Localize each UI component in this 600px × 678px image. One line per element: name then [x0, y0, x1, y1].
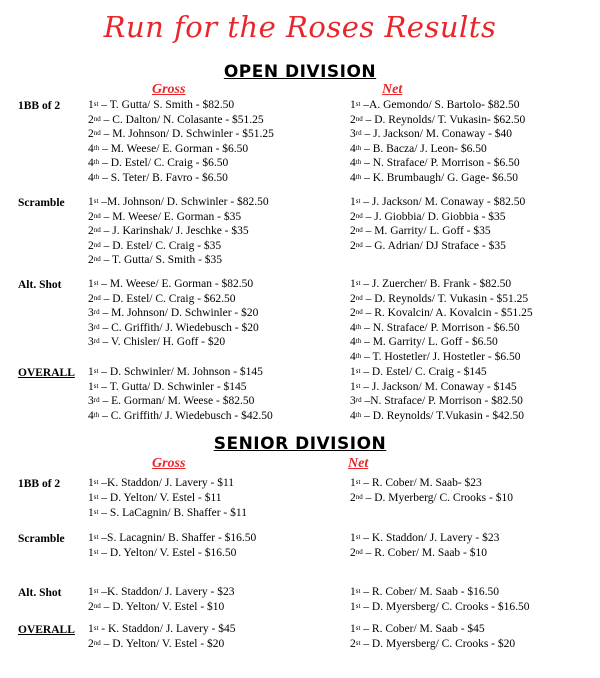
- open-net-entry: [350, 98, 520, 112]
- open-gross-entry: [88, 306, 258, 320]
- result-text: – D. Estel/ C. Craig - $145: [360, 366, 487, 378]
- senior-net-entry: [350, 637, 515, 651]
- place-number: 2: [88, 292, 94, 305]
- result-text: – T. Hostetler/ J. Hostetler - $6.50: [361, 350, 521, 363]
- senior-net-entry: [350, 531, 499, 545]
- place-suffix: th: [355, 158, 362, 166]
- open-net-entry: [350, 224, 491, 238]
- result-text: – J. Jackson/ M. Conaway - $82.50: [360, 196, 526, 208]
- place-suffix: nd: [93, 293, 101, 302]
- place-number: 1: [88, 547, 94, 559]
- open-net-entry: [350, 277, 511, 291]
- open-gross-heading: Gross: [152, 82, 186, 97]
- open-net-entry: [350, 380, 517, 394]
- senior-net-entry: [350, 622, 485, 636]
- open-gross-entry: [88, 253, 222, 267]
- place-number: 2: [88, 638, 94, 650]
- result-text: – D. Estel/ C. Craig - $6.50: [99, 157, 229, 169]
- place-number: 1: [350, 196, 356, 208]
- place-suffix: nd: [93, 639, 101, 647]
- place-suffix: st: [355, 381, 361, 390]
- place-number: 2: [88, 225, 94, 237]
- place-suffix: th: [355, 172, 362, 181]
- place-suffix: th: [355, 322, 362, 331]
- place-number: 1: [350, 623, 356, 635]
- senior-gross-entry: [88, 531, 256, 545]
- place-number: 3: [88, 307, 94, 319]
- senior-gross-entry: [88, 476, 234, 490]
- open-net-entry: [350, 239, 506, 253]
- open-gross-entry: [88, 156, 228, 170]
- result-text: – D. Myerberg/ C. Crooks - $10: [362, 492, 513, 504]
- senior-division-heading: SENIOR DIVISION: [213, 434, 387, 454]
- open-gross-entry: [88, 171, 228, 185]
- place-suffix: st: [355, 639, 361, 647]
- place-number: 1: [88, 492, 94, 504]
- place-number: 2: [350, 225, 356, 237]
- place-suffix: st: [355, 279, 361, 287]
- place-number: 2: [88, 113, 94, 126]
- place-number: 3: [88, 321, 94, 334]
- place-suffix: nd: [93, 129, 101, 137]
- place-suffix: st: [93, 197, 99, 205]
- place-number: 2: [350, 239, 356, 252]
- place-suffix: rd: [93, 337, 100, 345]
- open-gross-entry: [88, 113, 264, 127]
- open-gross-entry: [88, 380, 247, 394]
- place-suffix: st: [93, 508, 99, 516]
- place-suffix: th: [93, 143, 100, 152]
- place-number: 1: [88, 196, 94, 208]
- open-net-heading: Net: [382, 82, 403, 97]
- place-number: 4: [88, 171, 94, 184]
- place-number: 2: [88, 239, 94, 252]
- result-text: – R. Cober/ M. Saab- $23: [360, 477, 482, 489]
- open-net-entry: [350, 292, 528, 306]
- open-net-entry: [350, 113, 525, 127]
- open-net-entry: [350, 350, 520, 364]
- place-number: 1: [88, 99, 94, 111]
- place-suffix: nd: [355, 493, 363, 501]
- result-text: – K. Staddon/ J. Lavery - $23: [360, 532, 500, 544]
- result-text: – M. Garrity/ L. Goff - $35: [362, 225, 491, 237]
- place-number: 1: [350, 366, 356, 378]
- result-text: – C. Griffith/ J. Wiedebusch - $42.50: [99, 409, 273, 422]
- senior-gross-entry: [88, 622, 235, 636]
- senior-section-label: 1BB of 2: [18, 478, 61, 490]
- place-number: 3: [350, 128, 356, 140]
- result-text: – C. Dalton/ N. Colasante - $51.25: [100, 113, 264, 126]
- place-number: 1: [350, 586, 356, 598]
- result-text: – G. Adrian/ DJ Straface - $35: [362, 239, 506, 252]
- page-title: Run for the Roses Results: [103, 10, 497, 44]
- open-net-entry: [350, 210, 506, 224]
- open-net-entry: [350, 321, 520, 335]
- place-suffix: rd: [93, 396, 100, 404]
- open-section-label: Alt. Shot: [18, 279, 62, 291]
- open-net-entry: [350, 127, 512, 141]
- place-suffix: rd: [93, 308, 100, 316]
- place-number: 4: [350, 157, 356, 169]
- place-number: 1: [350, 477, 356, 489]
- senior-net-entry: [350, 585, 499, 599]
- open-gross-entry: [88, 321, 259, 335]
- result-text: – D. Yelton/ V. Estel - $20: [100, 638, 225, 650]
- place-number: 4: [88, 142, 94, 155]
- result-text: – D. Yelton/ V. Estel - $10: [100, 601, 225, 613]
- place-suffix: st: [93, 624, 99, 632]
- open-net-entry: [350, 171, 518, 185]
- result-text: – C. Griffith/ J. Wiedebusch - $20: [99, 321, 259, 334]
- place-number: 1: [88, 366, 94, 378]
- senior-gross-entry: [88, 585, 235, 599]
- result-text: – T. Gutta/ S. Smith - $82.50: [98, 99, 235, 111]
- result-text: – R. Kovalcin/ A. Kovalcin - $51.25: [362, 307, 533, 319]
- open-gross-entry: [88, 409, 273, 423]
- place-number: 1: [350, 99, 356, 111]
- result-text: – V. Chisler/ H. Goff - $20: [99, 336, 226, 348]
- result-text: – J. Karinshak/ J. Jeschke - $35: [100, 225, 249, 237]
- place-number: 3: [88, 336, 94, 348]
- place-number: 3: [88, 395, 94, 407]
- result-text: - K. Staddon/ J. Lavery - $45: [98, 623, 236, 635]
- place-suffix: st: [93, 478, 99, 486]
- place-suffix: nd: [355, 308, 363, 316]
- open-net-entry: [350, 365, 487, 379]
- place-number: 2: [88, 601, 94, 613]
- result-text: – T. Gutta/ S. Smith - $35: [100, 254, 223, 266]
- place-number: 1: [88, 623, 94, 635]
- place-number: 4: [350, 409, 356, 422]
- open-gross-entry: [88, 292, 236, 306]
- place-number: 2: [350, 547, 356, 559]
- result-text: – R. Cober/ M. Saab - $16.50: [360, 586, 500, 598]
- place-suffix: nd: [355, 240, 363, 249]
- senior-section-label: Alt. Shot: [18, 587, 62, 599]
- open-gross-entry: [88, 195, 269, 209]
- open-net-entry: [350, 306, 533, 320]
- place-number: 3: [350, 395, 356, 407]
- result-text: –K. Staddon/ J. Lavery - $11: [98, 477, 235, 489]
- place-suffix: st: [355, 587, 361, 595]
- result-text: – N. Straface/ P. Morrison - $6.50: [361, 157, 520, 169]
- result-text: – M. Johnson/ D. Schwinler - $20: [99, 307, 259, 319]
- open-net-entry: [350, 142, 487, 156]
- place-number: 1: [88, 507, 94, 519]
- place-number: 4: [350, 171, 356, 184]
- senior-net-heading: Net: [348, 456, 369, 471]
- result-text: –M. Johnson/ D. Schwinler - $82.50: [98, 196, 269, 208]
- result-text: – D. Myersberg/ C. Crooks - $20: [360, 638, 516, 650]
- place-number: 2: [350, 210, 356, 223]
- result-text: – M. Johnson/ D. Schwinler - $51.25: [100, 128, 274, 140]
- result-text: – J. Giobbia/ D. Giobbia - $35: [362, 210, 506, 223]
- place-suffix: st: [93, 279, 99, 287]
- senior-net-entry: [350, 600, 530, 614]
- open-gross-entry: [88, 394, 254, 408]
- result-text: –S. Lacagnin/ B. Shaffer - $16.50: [98, 532, 257, 544]
- place-suffix: th: [355, 143, 362, 152]
- result-text: – S. LaCagnin/ B. Shaffer - $11: [98, 507, 247, 519]
- place-suffix: nd: [355, 293, 363, 302]
- place-suffix: st: [93, 533, 99, 541]
- open-gross-entry: [88, 365, 263, 379]
- result-text: –A. Gemondo/ S. Bartolo- $82.50: [360, 99, 520, 111]
- result-text: – J. Zuercher/ B. Frank - $82.50: [360, 278, 512, 290]
- open-net-entry: [350, 195, 525, 209]
- open-gross-entry: [88, 142, 248, 156]
- place-suffix: rd: [355, 129, 362, 137]
- place-suffix: st: [93, 367, 99, 375]
- result-text: – D. Myersberg/ C. Crooks - $16.50: [360, 601, 530, 613]
- place-suffix: st: [355, 478, 361, 486]
- place-number: 1: [350, 601, 356, 613]
- result-text: – D. Yelton/ V. Estel - $16.50: [98, 547, 237, 559]
- result-text: – D. Reynolds/ T. Vukasin- $62.50: [362, 113, 526, 126]
- result-text: – J. Jackson/ M. Conaway - $40: [361, 128, 513, 140]
- place-number: 2: [350, 307, 356, 319]
- open-gross-entry: [88, 210, 241, 224]
- place-number: 4: [88, 409, 94, 422]
- open-net-entry: [350, 156, 520, 170]
- place-number: 1: [88, 532, 94, 544]
- place-number: 2: [350, 492, 356, 504]
- open-gross-entry: [88, 335, 225, 349]
- place-suffix: nd: [355, 226, 363, 234]
- place-number: 1: [88, 278, 94, 290]
- place-number: 1: [88, 586, 94, 598]
- result-text: – T. Gutta/ D. Schwinler - $145: [98, 380, 247, 393]
- place-suffix: st: [93, 548, 99, 556]
- place-number: 1: [88, 477, 94, 489]
- place-number: 2: [350, 113, 356, 126]
- result-text: – R. Cober/ M. Saab - $45: [360, 623, 485, 635]
- place-number: 1: [350, 380, 356, 393]
- open-section-label: OVERALL: [18, 367, 75, 379]
- senior-net-entry: [350, 491, 513, 505]
- result-text: – M. Garrity/ L. Goff - $6.50: [361, 336, 498, 348]
- result-text: –K. Staddon/ J. Lavery - $23: [98, 586, 235, 598]
- place-suffix: st: [355, 367, 361, 375]
- place-suffix: th: [355, 351, 362, 360]
- place-suffix: nd: [355, 114, 363, 123]
- place-suffix: st: [355, 197, 361, 205]
- result-text: – E. Gorman/ M. Weese - $82.50: [99, 395, 255, 407]
- place-number: 2: [88, 128, 94, 140]
- open-gross-entry: [88, 277, 253, 291]
- place-suffix: st: [93, 493, 99, 501]
- open-gross-entry: [88, 224, 249, 238]
- senior-net-entry: [350, 476, 482, 490]
- place-suffix: st: [355, 533, 361, 541]
- senior-gross-entry: [88, 506, 247, 520]
- senior-gross-entry: [88, 546, 236, 560]
- open-gross-entry: [88, 98, 234, 112]
- place-number: 2: [350, 292, 356, 305]
- open-gross-entry: [88, 239, 221, 253]
- result-text: – J. Jackson/ M. Conaway - $145: [360, 380, 517, 393]
- place-suffix: rd: [355, 396, 362, 404]
- place-suffix: nd: [93, 240, 101, 249]
- place-suffix: st: [355, 624, 361, 632]
- place-suffix: st: [93, 587, 99, 595]
- place-suffix: th: [355, 337, 362, 345]
- open-section-label: Scramble: [18, 197, 65, 209]
- place-suffix: st: [93, 100, 99, 108]
- place-suffix: nd: [93, 114, 101, 123]
- result-text: – D. Reynolds/ T. Vukasin - $51.25: [362, 292, 529, 305]
- place-number: 2: [88, 210, 94, 223]
- place-number: 2: [350, 638, 356, 650]
- result-text: – D. Estel/ C. Craig - $35: [100, 239, 222, 252]
- place-suffix: th: [93, 158, 100, 166]
- result-text: – R. Cober/ M. Saab - $10: [362, 547, 488, 559]
- place-suffix: st: [355, 602, 361, 610]
- place-number: 2: [88, 254, 94, 266]
- place-suffix: nd: [355, 211, 363, 220]
- result-text: – D. Reynolds/ T.Vukasin - $42.50: [361, 409, 524, 422]
- open-net-entry: [350, 394, 523, 408]
- place-number: 4: [350, 321, 356, 334]
- result-text: – M. Weese/ E. Gorman - $6.50: [99, 142, 249, 155]
- place-suffix: th: [93, 172, 100, 181]
- open-gross-entry: [88, 127, 274, 141]
- result-text: –N. Straface/ P. Morrison - $82.50: [361, 395, 523, 407]
- place-suffix: nd: [93, 226, 101, 234]
- open-net-entry: [350, 335, 498, 349]
- place-suffix: nd: [93, 255, 101, 263]
- place-number: 4: [350, 336, 356, 348]
- place-number: 1: [88, 380, 94, 393]
- senior-section-label: Scramble: [18, 533, 65, 545]
- result-text: – S. Teter/ B. Favro - $6.50: [99, 171, 228, 184]
- place-suffix: th: [355, 410, 362, 419]
- open-division-heading: OPEN DIVISION: [223, 62, 377, 82]
- senior-gross-entry: [88, 491, 222, 505]
- place-suffix: st: [355, 100, 361, 108]
- result-text: – D. Estel/ C. Craig - $62.50: [100, 292, 236, 305]
- place-suffix: nd: [355, 548, 363, 556]
- place-suffix: nd: [93, 211, 101, 220]
- result-text: – B. Bacza/ J. Leon- $6.50: [361, 142, 487, 155]
- result-text: – M. Weese/ E. Gorman - $82.50: [98, 278, 254, 290]
- place-number: 1: [350, 532, 356, 544]
- place-suffix: th: [93, 410, 100, 419]
- open-section-label: 1BB of 2: [18, 100, 61, 112]
- senior-gross-entry: [88, 600, 224, 614]
- place-number: 4: [350, 142, 356, 155]
- place-number: 4: [350, 350, 356, 363]
- place-number: 1: [350, 278, 356, 290]
- senior-net-entry: [350, 546, 487, 560]
- result-text: – D. Schwinler/ M. Johnson - $145: [98, 366, 263, 378]
- place-number: 4: [88, 157, 94, 169]
- result-text: – K. Brumbaugh/ G. Gage- $6.50: [361, 171, 519, 184]
- senior-section-label: OVERALL: [18, 624, 75, 636]
- place-suffix: rd: [93, 322, 100, 331]
- result-text: – D. Yelton/ V. Estel - $11: [98, 492, 222, 504]
- place-suffix: nd: [93, 602, 101, 610]
- open-net-entry: [350, 409, 524, 423]
- senior-gross-entry: [88, 637, 224, 651]
- senior-gross-heading: Gross: [152, 456, 186, 471]
- result-text: – M. Weese/ E. Gorman - $35: [100, 210, 242, 223]
- place-suffix: st: [93, 381, 99, 390]
- result-text: – N. Straface/ P. Morrison - $6.50: [361, 321, 520, 334]
